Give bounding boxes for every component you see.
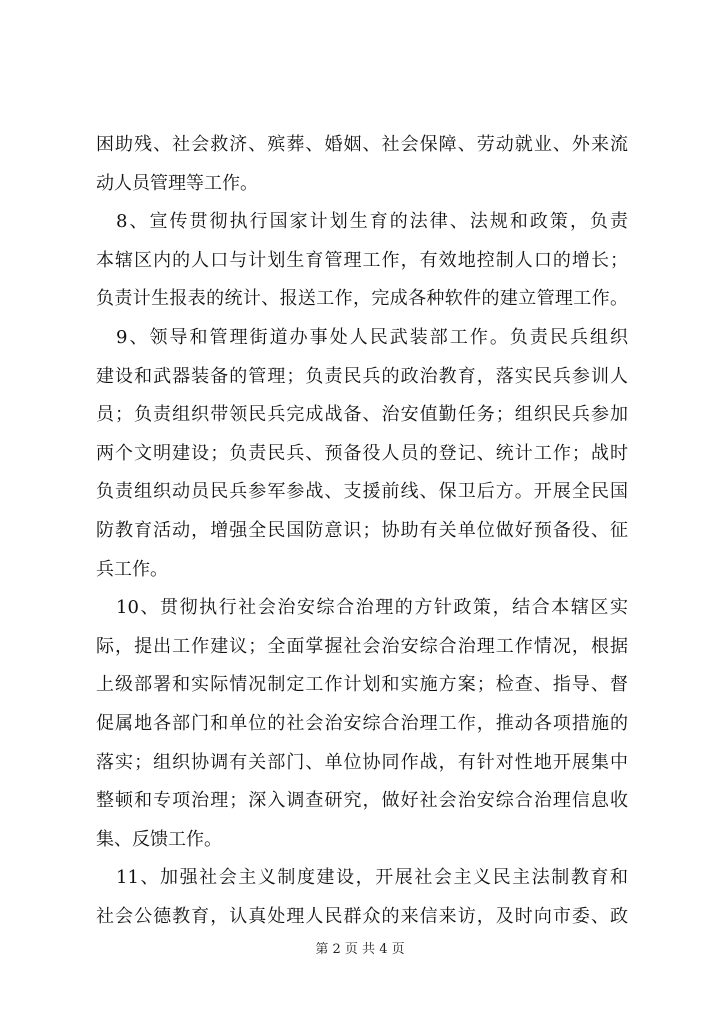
text-line: 负责组织动员民兵参军参战、支援前线、保卫后方。开展全民国 bbox=[96, 481, 628, 503]
text-line: 集、反馈工作。 bbox=[96, 828, 222, 850]
text-line: 落实；组织协调有关部门、单位协同作战，有针对性地开展集中 bbox=[96, 751, 628, 773]
paragraph-10-line: 10、贯彻执行社会治安综合治理的方针政策，结合本辖区实 bbox=[116, 597, 628, 619]
page-number-footer: 第 2 页 共 4 页 bbox=[315, 942, 405, 957]
paragraph-8-line: 8、宣传贯彻执行国家计划生育的法律、法规和政策，负责 bbox=[116, 211, 628, 233]
text-line: 兵工作。 bbox=[96, 558, 168, 580]
text-line: 动人员管理等工作。 bbox=[96, 172, 258, 194]
paragraph-11-line: 11、加强社会主义制度建设，开展社会主义民主法制教育和 bbox=[116, 867, 628, 889]
text-line: 社会公德教育，认真处理人民群众的来信来访，及时向市委、政 bbox=[96, 905, 628, 927]
text-line: 上级部署和实际情况制定工作计划和实施方案；检查、指导、督 bbox=[96, 674, 628, 696]
text-line: 员；负责组织带领民兵完成战备、治安值勤任务；组织民兵参加 bbox=[96, 404, 628, 426]
text-line: 本辖区内的人口与计划生育管理工作，有效地控制人口的增长； bbox=[96, 249, 628, 271]
text-line: 促属地各部门和单位的社会治安综合治理工作，推动各项措施的 bbox=[96, 712, 628, 734]
text-line: 两个文明建设；负责民兵、预备役人员的登记、统计工作；战时 bbox=[96, 442, 628, 464]
text-line: 际，提出工作建议；全面掌握社会治安综合治理工作情况，根据 bbox=[96, 635, 628, 657]
paragraph-9-line: 9、领导和管理街道办事处人民武装部工作。负责民兵组织 bbox=[116, 326, 628, 348]
text-line: 困助残、社会救济、殡葬、婚姻、社会保障、劳动就业、外来流 bbox=[96, 134, 628, 155]
text-line: 整顿和专项治理；深入调查研究，做好社会治安综合治理信息收 bbox=[96, 790, 628, 812]
text-line: 负责计生报表的统计、报送工作，完成各种软件的建立管理工作。 bbox=[96, 288, 628, 310]
body-text bbox=[96, 126, 628, 936]
text-line: 建设和武器装备的管理；负责民兵的政治教育，落实民兵参训人 bbox=[96, 365, 628, 387]
text-line: 防教育活动，增强全民国防意识；协助有关单位做好预备役、征 bbox=[96, 519, 628, 541]
